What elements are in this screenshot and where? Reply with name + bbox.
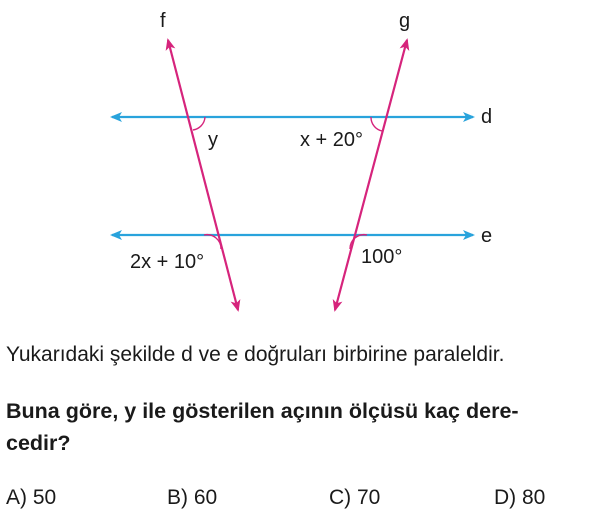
label-f: f [160, 10, 166, 32]
label-d: d [481, 106, 493, 128]
angle-label-2x-plus-10: 2x + 10° [130, 251, 205, 273]
choice-b[interactable]: B) 60 [167, 486, 218, 509]
choice-c[interactable]: C) 70 [329, 486, 381, 509]
label-g: g [399, 10, 411, 32]
angle-arc-x-plus-20 [371, 117, 382, 131]
choice-d[interactable]: D) 80 [494, 486, 546, 509]
angle-arc-y [193, 117, 205, 130]
choice-a[interactable]: A) 50 [6, 486, 57, 509]
problem-statement: Yukarıdaki şekilde d ve e doğruları birbirine paraleldir. [6, 343, 505, 366]
line-g [335, 40, 407, 310]
angle-label-x-plus-20: x + 20° [300, 129, 364, 151]
angle-label-y: y [208, 129, 218, 151]
question-line-1: Buna göre, y ile gösterilen açının ölçüsü kaç dere- [6, 399, 519, 423]
question-line-2: cedir? [6, 431, 71, 455]
label-e: e [481, 225, 493, 247]
question-text [6, 395, 596, 459]
angle-label-100: 100° [361, 246, 403, 268]
answer-choices [6, 486, 606, 516]
